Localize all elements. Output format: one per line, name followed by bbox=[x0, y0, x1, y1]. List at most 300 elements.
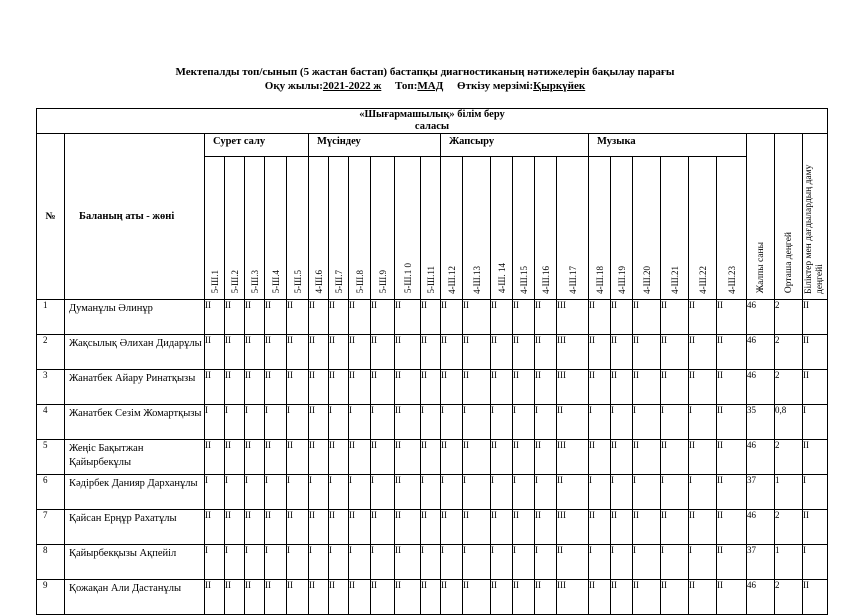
score-cell: II bbox=[513, 369, 535, 404]
child-name: Жанатбек Айару Ринатқызы bbox=[65, 369, 205, 404]
score-cell: I bbox=[611, 404, 633, 439]
score-cell: II bbox=[689, 299, 717, 334]
score-cell: II bbox=[395, 369, 421, 404]
level-cell: II bbox=[803, 299, 828, 334]
score-cell: I bbox=[589, 404, 611, 439]
score-cell: II bbox=[421, 509, 441, 544]
score-cell: I bbox=[349, 404, 371, 439]
document-subtitle bbox=[0, 80, 850, 93]
score-cell: I bbox=[205, 404, 225, 439]
row-number: 1 bbox=[37, 299, 65, 334]
score-cell: II bbox=[689, 579, 717, 614]
score-cell: II bbox=[421, 439, 441, 474]
score-cell: II bbox=[689, 369, 717, 404]
score-cell: II bbox=[287, 299, 309, 334]
score-cell: II bbox=[441, 439, 463, 474]
period-value: Қыркүйек bbox=[533, 80, 586, 92]
score-cell: II bbox=[287, 369, 309, 404]
score-cell: II bbox=[535, 334, 557, 369]
score-cell: II bbox=[441, 579, 463, 614]
group-value: МАД bbox=[417, 80, 444, 92]
score-cell: I bbox=[491, 544, 513, 579]
score-cell: II bbox=[225, 299, 245, 334]
total-cell: 46 bbox=[747, 299, 775, 334]
child-name: Жанатбек Сезім Жомартқызы bbox=[65, 404, 205, 439]
score-cell: II bbox=[463, 439, 491, 474]
total-cell: 46 bbox=[747, 579, 775, 614]
code-header bbox=[287, 157, 309, 300]
score-cell: II bbox=[309, 404, 329, 439]
score-cell: II bbox=[535, 369, 557, 404]
code-label: 5-Ш.8 bbox=[354, 270, 365, 294]
level-cell: II bbox=[803, 439, 828, 474]
score-cell: I bbox=[225, 544, 245, 579]
score-cell: II bbox=[441, 509, 463, 544]
code-label: 5-Ш.3 bbox=[249, 270, 260, 294]
score-cell: I bbox=[661, 474, 689, 509]
level-cell: I bbox=[803, 544, 828, 579]
code-header bbox=[371, 157, 395, 300]
score-cell: II bbox=[371, 509, 395, 544]
avg-cell: 2 bbox=[775, 299, 803, 334]
score-cell: II bbox=[557, 404, 589, 439]
score-cell: II bbox=[309, 299, 329, 334]
total-header bbox=[747, 157, 775, 300]
score-cell: II bbox=[513, 579, 535, 614]
total-cell: 35 bbox=[747, 404, 775, 439]
score-cell: II bbox=[717, 439, 747, 474]
score-cell: II bbox=[329, 334, 349, 369]
score-cell: III bbox=[557, 439, 589, 474]
code-header bbox=[611, 157, 633, 300]
score-cell: II bbox=[371, 299, 395, 334]
code-header bbox=[491, 157, 513, 300]
code-header bbox=[421, 157, 441, 300]
score-cell: II bbox=[395, 404, 421, 439]
score-cell: II bbox=[491, 334, 513, 369]
code-header bbox=[395, 157, 421, 300]
code-label: 5-Ш.7 bbox=[333, 270, 344, 294]
code-label: 4-Ш.19 bbox=[616, 265, 627, 294]
code-header bbox=[329, 157, 349, 300]
code-label: 4-Ш.20 bbox=[641, 265, 652, 294]
score-cell: II bbox=[245, 299, 265, 334]
score-cell: II bbox=[491, 509, 513, 544]
group-sculpting: Мүсіндеу bbox=[309, 134, 441, 157]
score-cell: II bbox=[441, 299, 463, 334]
score-cell: I bbox=[535, 474, 557, 509]
level-header-label: Біліктер мен дағдылардың даму деңгейі bbox=[804, 164, 825, 294]
table-row bbox=[37, 369, 828, 404]
score-cell: II bbox=[349, 334, 371, 369]
score-cell: II bbox=[395, 579, 421, 614]
score-cell: I bbox=[245, 474, 265, 509]
code-label: 4-Ш.12 bbox=[446, 265, 457, 294]
score-cell: II bbox=[717, 579, 747, 614]
code-header bbox=[205, 157, 225, 300]
score-cell: I bbox=[513, 544, 535, 579]
score-cell: II bbox=[441, 334, 463, 369]
code-label: 4-Ш.15 bbox=[518, 265, 529, 294]
score-cell: II bbox=[557, 474, 589, 509]
score-cell: II bbox=[717, 544, 747, 579]
code-header bbox=[309, 157, 329, 300]
score-cell: I bbox=[265, 474, 287, 509]
score-cell: II bbox=[491, 579, 513, 614]
score-cell: I bbox=[205, 544, 225, 579]
score-cell: II bbox=[589, 369, 611, 404]
score-cell: II bbox=[349, 579, 371, 614]
score-cell: III bbox=[557, 509, 589, 544]
score-cell: II bbox=[265, 299, 287, 334]
score-cell: I bbox=[205, 474, 225, 509]
score-cell: I bbox=[633, 474, 661, 509]
section-title bbox=[37, 109, 828, 134]
score-cell: III bbox=[557, 334, 589, 369]
score-cell: II bbox=[349, 299, 371, 334]
score-cell: II bbox=[717, 404, 747, 439]
score-cell: II bbox=[265, 509, 287, 544]
avg-cell: 2 bbox=[775, 509, 803, 544]
score-cell: II bbox=[371, 579, 395, 614]
total-header-label: Жалпы саны bbox=[755, 242, 766, 294]
total-cell: 46 bbox=[747, 334, 775, 369]
table-row bbox=[37, 544, 828, 579]
score-cell: I bbox=[661, 544, 689, 579]
score-cell: II bbox=[633, 334, 661, 369]
score-cell: II bbox=[245, 439, 265, 474]
code-label: 4-Ш.18 bbox=[594, 265, 605, 294]
score-cell: I bbox=[589, 544, 611, 579]
score-cell: II bbox=[245, 334, 265, 369]
score-cell: II bbox=[349, 439, 371, 474]
period-label: Өткізу мерзімі: bbox=[457, 80, 534, 92]
table-row bbox=[37, 334, 828, 369]
score-cell: II bbox=[265, 439, 287, 474]
row-number: 2 bbox=[37, 334, 65, 369]
score-cell: I bbox=[349, 544, 371, 579]
row-number: 7 bbox=[37, 509, 65, 544]
score-cell: II bbox=[287, 579, 309, 614]
score-cell: II bbox=[395, 439, 421, 474]
score-cell: II bbox=[611, 509, 633, 544]
avg-cell: 2 bbox=[775, 579, 803, 614]
code-header bbox=[717, 157, 747, 300]
score-cell: II bbox=[491, 299, 513, 334]
avg-cell: 1 bbox=[775, 474, 803, 509]
total-cell: 37 bbox=[747, 544, 775, 579]
code-header bbox=[225, 157, 245, 300]
code-header bbox=[441, 157, 463, 300]
score-cell: II bbox=[513, 299, 535, 334]
score-cell: II bbox=[309, 439, 329, 474]
year-label: Оқу жылы: bbox=[264, 80, 323, 92]
score-cell: I bbox=[689, 544, 717, 579]
score-cell: II bbox=[205, 509, 225, 544]
score-cell: II bbox=[349, 509, 371, 544]
score-cell: II bbox=[205, 334, 225, 369]
score-cell: II bbox=[395, 299, 421, 334]
code-header bbox=[557, 157, 589, 300]
score-cell: I bbox=[225, 404, 245, 439]
code-label: 5-Ш.9 bbox=[377, 270, 388, 294]
group-applique: Жапсыру bbox=[441, 134, 589, 157]
score-cell: II bbox=[287, 334, 309, 369]
score-cell: II bbox=[717, 369, 747, 404]
score-cell: II bbox=[689, 334, 717, 369]
score-cell: I bbox=[287, 544, 309, 579]
score-cell: II bbox=[287, 439, 309, 474]
row-number: 9 bbox=[37, 579, 65, 614]
code-header bbox=[633, 157, 661, 300]
score-cell: III bbox=[557, 579, 589, 614]
score-cell: I bbox=[329, 474, 349, 509]
score-cell: I bbox=[589, 474, 611, 509]
code-label: 5-Ш.11 bbox=[425, 266, 436, 294]
score-cell: I bbox=[441, 474, 463, 509]
code-label: 4-Ш.22 bbox=[697, 265, 708, 294]
child-name: Думанұлы Әлинұр bbox=[65, 299, 205, 334]
score-cell: II bbox=[661, 509, 689, 544]
level-cell: II bbox=[803, 369, 828, 404]
score-cell: II bbox=[395, 509, 421, 544]
score-cell: I bbox=[463, 404, 491, 439]
score-cell: II bbox=[245, 509, 265, 544]
score-cell: II bbox=[309, 334, 329, 369]
score-cell: II bbox=[371, 439, 395, 474]
table-row bbox=[37, 509, 828, 544]
score-cell: I bbox=[441, 404, 463, 439]
score-cell: I bbox=[371, 404, 395, 439]
score-cell: I bbox=[491, 404, 513, 439]
code-header bbox=[349, 157, 371, 300]
code-header bbox=[245, 157, 265, 300]
score-cell: II bbox=[395, 334, 421, 369]
score-cell: I bbox=[611, 474, 633, 509]
score-cell: II bbox=[661, 334, 689, 369]
score-cell: II bbox=[245, 579, 265, 614]
code-label: 4-Ш. 14 bbox=[496, 263, 507, 294]
row-number: 6 bbox=[37, 474, 65, 509]
level-cell: I bbox=[803, 474, 828, 509]
code-label: 4-Ш.13 bbox=[471, 265, 482, 294]
score-cell: II bbox=[513, 439, 535, 474]
score-cell: II bbox=[225, 439, 245, 474]
score-cell: II bbox=[717, 509, 747, 544]
score-cell: II bbox=[661, 299, 689, 334]
total-cell: 46 bbox=[747, 439, 775, 474]
score-cell: II bbox=[661, 579, 689, 614]
score-cell: I bbox=[633, 404, 661, 439]
score-cell: II bbox=[395, 474, 421, 509]
score-cell: II bbox=[205, 439, 225, 474]
score-cell: II bbox=[589, 579, 611, 614]
level-cell: I bbox=[803, 404, 828, 439]
score-cell: II bbox=[717, 474, 747, 509]
score-cell: II bbox=[611, 439, 633, 474]
score-cell: II bbox=[633, 369, 661, 404]
table-row bbox=[37, 579, 828, 614]
score-cell: II bbox=[535, 299, 557, 334]
total-cell: 46 bbox=[747, 369, 775, 404]
avg-header bbox=[775, 157, 803, 300]
level-cell: II bbox=[803, 334, 828, 369]
code-label: 4-Ш.6 bbox=[313, 270, 324, 294]
score-cell: II bbox=[535, 439, 557, 474]
score-cell: II bbox=[589, 334, 611, 369]
total-cell: 46 bbox=[747, 509, 775, 544]
score-cell: II bbox=[265, 579, 287, 614]
year-value: 2021-2022 ж bbox=[322, 80, 382, 92]
document-title: Мектепалды топ/сынып (5 жастан бастап) бастапқы диагностиканың нәтижелерін бақылау парағы bbox=[175, 66, 675, 78]
score-cell: II bbox=[491, 439, 513, 474]
section-title-line-1: «Шығармашылық» білім беру bbox=[359, 109, 505, 120]
score-cell: II bbox=[205, 369, 225, 404]
score-cell: I bbox=[421, 544, 441, 579]
score-cell: III bbox=[557, 299, 589, 334]
row-number: 8 bbox=[37, 544, 65, 579]
score-cell: II bbox=[633, 509, 661, 544]
row-number: 5 bbox=[37, 439, 65, 474]
score-cell: I bbox=[441, 544, 463, 579]
code-header bbox=[513, 157, 535, 300]
score-cell: I bbox=[329, 404, 349, 439]
score-cell: II bbox=[513, 509, 535, 544]
score-cell: II bbox=[421, 334, 441, 369]
score-cell: II bbox=[225, 334, 245, 369]
score-cell: II bbox=[441, 369, 463, 404]
avg-cell: 2 bbox=[775, 439, 803, 474]
code-header bbox=[463, 157, 491, 300]
score-cell: II bbox=[329, 509, 349, 544]
group-drawing: Сурет салу bbox=[205, 134, 309, 157]
level-header bbox=[803, 157, 828, 300]
score-cell: I bbox=[287, 404, 309, 439]
score-cell: I bbox=[661, 404, 689, 439]
score-cell: II bbox=[689, 509, 717, 544]
score-cell: II bbox=[557, 544, 589, 579]
total-cell: 37 bbox=[747, 474, 775, 509]
score-cell: I bbox=[349, 474, 371, 509]
code-label: 4-Ш.16 bbox=[540, 265, 551, 294]
score-cell: II bbox=[225, 579, 245, 614]
table-row bbox=[37, 404, 828, 439]
score-cell: II bbox=[689, 439, 717, 474]
score-cell: II bbox=[309, 369, 329, 404]
score-cell: I bbox=[421, 404, 441, 439]
score-cell: II bbox=[329, 369, 349, 404]
score-cell: II bbox=[463, 509, 491, 544]
level-cell: II bbox=[803, 579, 828, 614]
group-label: Топ: bbox=[395, 80, 418, 92]
score-cell: II bbox=[349, 369, 371, 404]
code-label: 5-Ш.4 bbox=[270, 270, 281, 294]
avg-cell: 2 bbox=[775, 334, 803, 369]
avg-header-label: Орташа деңгей bbox=[783, 232, 794, 294]
score-cell: I bbox=[463, 544, 491, 579]
score-cell: I bbox=[689, 404, 717, 439]
table-row bbox=[37, 299, 828, 334]
score-cell: I bbox=[633, 544, 661, 579]
avg-cell: 2 bbox=[775, 369, 803, 404]
code-header bbox=[535, 157, 557, 300]
score-cell: I bbox=[245, 544, 265, 579]
score-cell: II bbox=[395, 544, 421, 579]
score-cell: III bbox=[557, 369, 589, 404]
group-music: Музыка bbox=[589, 134, 747, 157]
score-cell: I bbox=[513, 474, 535, 509]
code-label: 5-Ш.2 bbox=[229, 270, 240, 294]
score-cell: II bbox=[371, 369, 395, 404]
score-cell: II bbox=[513, 334, 535, 369]
score-cell: II bbox=[611, 579, 633, 614]
score-cell: II bbox=[309, 509, 329, 544]
score-cell: I bbox=[309, 474, 329, 509]
score-cell: II bbox=[421, 369, 441, 404]
score-cell: II bbox=[661, 439, 689, 474]
name-header: Баланың аты - жөні bbox=[65, 134, 205, 300]
avg-cell: 1 bbox=[775, 544, 803, 579]
code-header bbox=[589, 157, 611, 300]
code-header bbox=[265, 157, 287, 300]
code-header bbox=[661, 157, 689, 300]
score-cell: I bbox=[225, 474, 245, 509]
score-cell: II bbox=[225, 509, 245, 544]
number-header: № bbox=[37, 134, 65, 300]
code-label: 5-Ш.1 0 bbox=[402, 263, 413, 294]
score-cell: II bbox=[589, 439, 611, 474]
code-label: 5-Ш.5 bbox=[292, 270, 303, 294]
score-cell: I bbox=[535, 544, 557, 579]
score-cell: II bbox=[491, 369, 513, 404]
score-cell: II bbox=[633, 439, 661, 474]
score-cell: II bbox=[463, 299, 491, 334]
child-name: Қайсан Ерңұр Рахатұлы bbox=[65, 509, 205, 544]
child-name: Жеңіс Бақытжан Қайырбекұлы bbox=[65, 439, 205, 474]
row-number: 4 bbox=[37, 404, 65, 439]
score-cell: II bbox=[535, 509, 557, 544]
total-header-cap bbox=[747, 134, 775, 157]
row-number: 3 bbox=[37, 369, 65, 404]
avg-cell: 0,8 bbox=[775, 404, 803, 439]
score-cell: II bbox=[463, 334, 491, 369]
child-name: Қайырбекқызы Ақпейіл bbox=[65, 544, 205, 579]
score-cell: II bbox=[329, 579, 349, 614]
score-cell: I bbox=[421, 474, 441, 509]
score-cell: II bbox=[463, 369, 491, 404]
level-cell: II bbox=[803, 509, 828, 544]
score-cell: II bbox=[589, 299, 611, 334]
score-cell: II bbox=[265, 369, 287, 404]
score-cell: II bbox=[205, 299, 225, 334]
score-cell: I bbox=[371, 544, 395, 579]
score-cell: I bbox=[265, 404, 287, 439]
score-cell: II bbox=[329, 299, 349, 334]
code-header bbox=[689, 157, 717, 300]
score-cell: II bbox=[225, 369, 245, 404]
code-label: 4-Ш.17 bbox=[567, 265, 578, 294]
score-cell: I bbox=[287, 474, 309, 509]
score-cell: II bbox=[633, 579, 661, 614]
score-cell: I bbox=[309, 544, 329, 579]
score-cell: II bbox=[421, 579, 441, 614]
score-cell: II bbox=[463, 579, 491, 614]
avg-header-cap bbox=[775, 134, 803, 157]
code-label: 5-Ш.1 bbox=[209, 270, 220, 294]
score-cell: II bbox=[265, 334, 287, 369]
score-cell: II bbox=[309, 579, 329, 614]
score-cell: II bbox=[717, 334, 747, 369]
